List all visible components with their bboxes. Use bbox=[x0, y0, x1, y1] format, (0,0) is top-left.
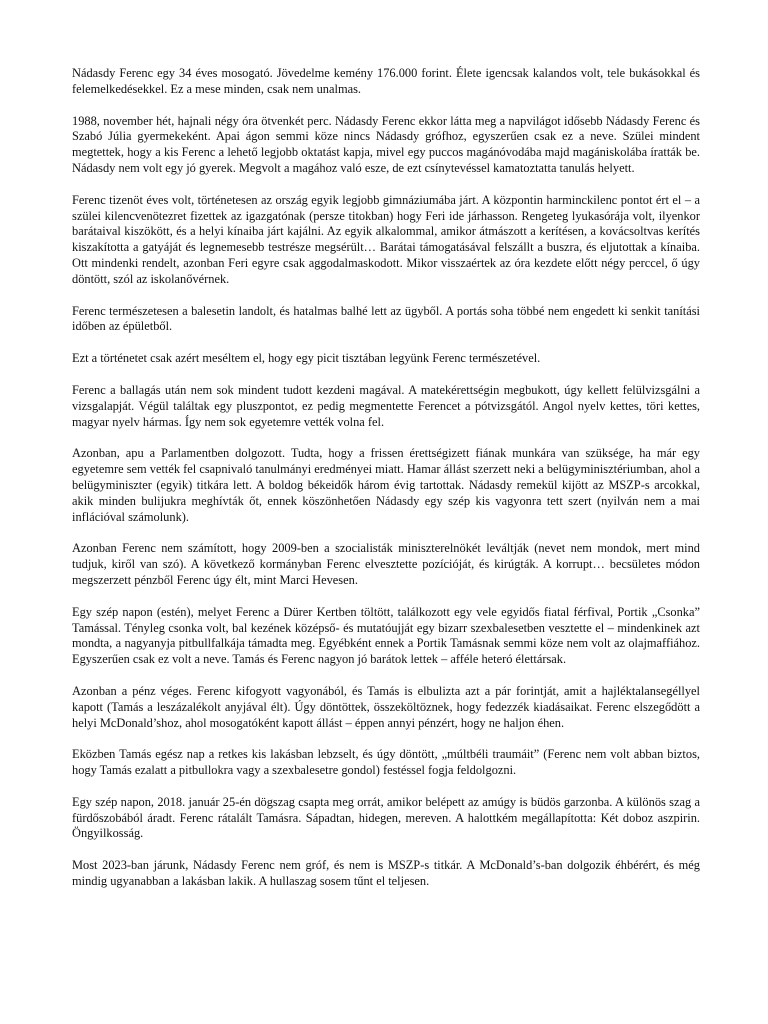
paragraph-present: Most 2023-ban járunk, Nádasdy Ferenc nem gróf, és nem is MSZP-s titkár. A McDonald’s-ban dolgozik éhbérért, és még mindig ugyanabban a lakásban lakik. A hullaszag sosem tűnt el teljesen. bbox=[72, 858, 700, 889]
paragraph-nature: Ezt a történetet csak azért meséltem el, hogy egy picit tisztában legyünk Ferenc természetével. bbox=[72, 351, 541, 366]
paragraph-graduation: Ferenc a ballagás után nem sok mindent tudott kezdeni magával. A matekérettségin megbukott, úgy kellett felülvizsgálni a vizsgalapját. Végül találtak egy pluszpontot, ez pedig megmentette Ferencet a pótvizsgától. Angol nyelv kettes, töri kettes, magyar nyelv hármas. Így nem sok egyetemre vették volna fel. bbox=[72, 382, 700, 429]
paragraph-intro: Nádasdy Ferenc egy 34 éves mosogató. Jövedelme kemény 176.000 forint. Élete igencsak kalandos volt, tele bukásokkal és felemelkedésekkel. Ez a mese minden, csak nem unalmas. bbox=[72, 66, 700, 96]
paragraph-fired: Azonban Ferenc nem számított, hogy 2009-ben a szocialisták miniszterelnökét leváltják (nevet nem mondok, mert mind tudjuk, kiről van szó). A következő kormányban Ferenc elvesztette pozícióját, és kirúgták. A korrupt… becsületes módon megszerzett pénzből Ferenc úgy élt, mint Marci Hevesen. bbox=[72, 541, 700, 587]
paragraph-school: Ferenc tizenöt éves volt, történetesen az ország egyik legjobb gimnáziumába járt. A központin harminckilenc pontot ért el – a szülei kilencvenötezret fizettek az igazgatónak (persze titokban) hogy Feri ide járhasson. Rengeteg lyukasórája volt, ilyenkor barátaival kiszökött, és a helyi kínaiba járt kajálni. Az egyik alkalommal, amikor átmászott a kerítésen, a kovácsoltvas kerítés kiszakította a gatyáját és legnemesebb testrésze megsérült… Barátai támogatásával felszállt a buszra, és eljutottak a kínaiba. Ott mindenki rendelt, azonban Feri egyre csak aggodalmaskodott. Mikor visszaértek az óra kezdete előtt négy perccel, ő úgy döntött, szól az iskolanővérnek. bbox=[72, 192, 700, 286]
paragraph-money: Azonban a pénz véges. Ferenc kifogyott vagyonából, és Tamás is elbulizta azt a pár forintját, amit a hajléktalansegéllyel kapott (Tamás a leszázalékolt anyjával élt). Úgy döntöttek, összeköltöznek, hogy fedezzék kiadásaikat. Ferenc elszegődött a helyi McDonald’shoz, ahol mosogatóként kapott állást – éppen annyi pénzért, hogy ne haljon éhen. bbox=[72, 683, 700, 730]
paragraph-death: Egy szép napon, 2018. január 25-én dögszag csapta meg orrát, amikor belépett az amúgy is büdös garzonba. A különös szag a fürdőszobából áradt. Ferenc rátalált Tamásra. Sápadtan, hidegen, mereven. A halottkém megállapította: Két doboz aszpirin. Öngyilkosság. bbox=[72, 794, 700, 841]
paragraph-painting: Eközben Tamás egész nap a retkes kis lakásban lebzselt, és úgy döntött, „múltbéli traumáit” (Ferenc nem volt abban biztos, hogy Tamás ezalatt a pitbullokra vagy a szexbalesetre gondol) festéssel fogja feldolgozni. bbox=[72, 747, 700, 778]
document-page bbox=[72, 66, 700, 906]
paragraph-accident: Ferenc természetesen a balesetin landolt, és hatalmas balhé lett az ügyből. A portás soha többé nem engedett ki senkit tanítási időben az épületből. bbox=[72, 303, 700, 334]
paragraph-parliament: Azonban, apu a Parlamentben dolgozott. Tudta, hogy a frissen érettségizett fiának munkára van szüksége, ha már egy egyetemre sem vették fel csapnivaló tanulmányi eredményei miatt. Hamar állást szerzett neki a belügyminisztériumban, ahol a belügyminiszter (egyik) titkára lett. A boldog békeidők három évig tartottak. Nádasdy remekül kijött az MSZP-s arcokkal, akik minden bulijukra meghívták őt, ennek köszönhetően Nádasdy egy szép kis vagyonra tett szert (nyilván nem a mai inflációval számolunk). bbox=[72, 446, 700, 524]
paragraph-birth: 1988, november hét, hajnali négy óra ötvenkét perc. Nádasdy Ferenc ekkor látta meg a napvilágot idősebb Nádasdy Ferenc és Szabó Júlia gyermekeként. Apai ágon semmi köze nincs Nádasdy grófhoz, egyszerűen csak ez a neve. Szülei mindent megtettek, hogy a kis Ferenc a lehető legjobb oktatást kapja, mivel egy puccos magánóvodába majd magániskolába íratták be. Nádasdy nem volt egy jó gyerek. Megvolt a magához való esze, de ezt csínytevéssel kamatoztatta tanulás helyett. bbox=[72, 113, 700, 175]
paragraph-tamas: Egy szép napon (estén), melyet Ferenc a Dürer Kertben töltött, találkozott egy vele egyidős fiatal férfival, Portik „Csonka” Tamással. Tényleg csonka volt, bal kezének középső- és mutatóujját egy bizarr szexbalesetben vesztette el – mindenkinek azt mondta, a nagyanyja pitbullfalkája támadta meg. Egyébként ennek a Portik Tamásnak semmi köze nem volt az olajmaffiához. Egyszerűen csak ez volt a neve. Tamás és Ferenc nagyon jó barátok lettek – afféle heteró élettársak. bbox=[72, 604, 700, 667]
